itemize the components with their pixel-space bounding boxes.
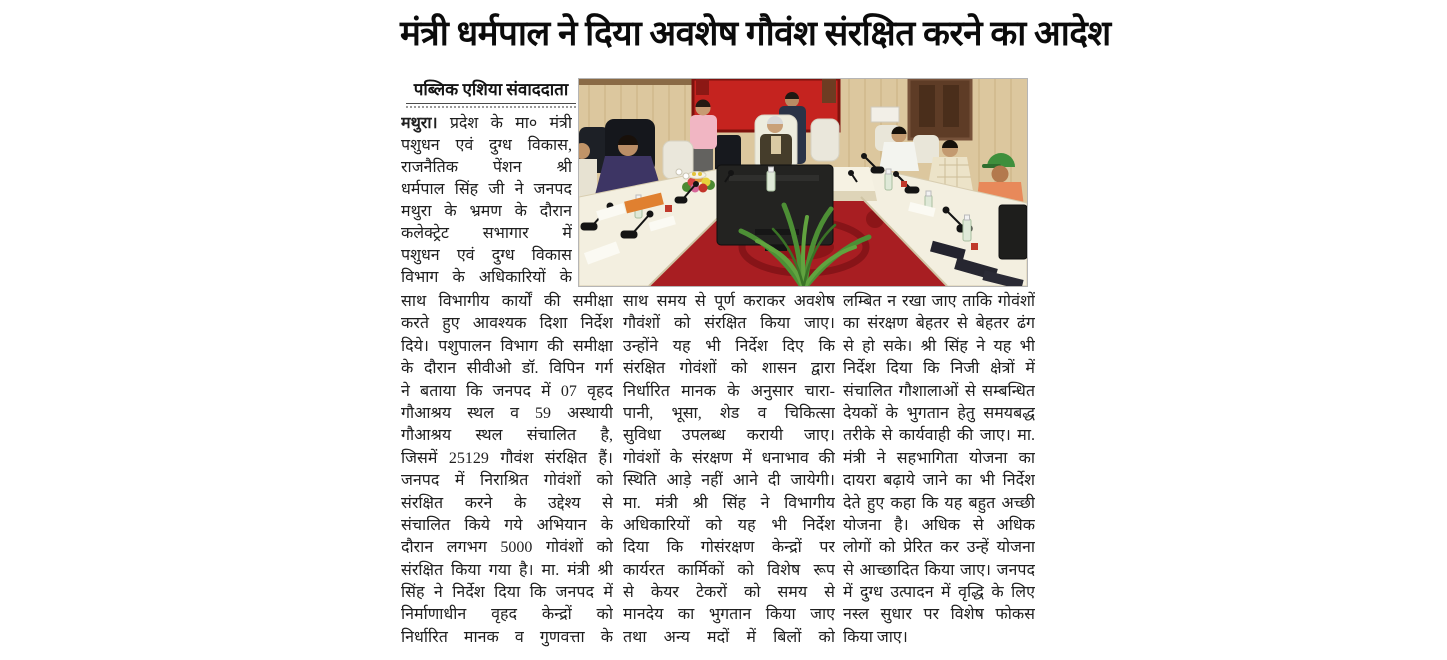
- text-line: के दौरान सीवीओ डॉ. विपिन गर्ग: [401, 360, 613, 378]
- minister-figure: [755, 115, 797, 171]
- text-line: गोवंशों के संरक्षण में धनाभाव की: [623, 449, 835, 467]
- text-line: तरीके से कार्यवाही की जाए। मा.: [843, 427, 1035, 445]
- text-line: निर्धारित मानक के अनुसार चारा-: [623, 382, 835, 400]
- text-line: विभाग के अधिकारियों के: [401, 269, 572, 286]
- text-line: का संरक्षण बेहतर से बेहतर ढंग: [843, 315, 1035, 333]
- byline: [406, 77, 576, 108]
- text-line: पानी, भूसा, शेड व चिकित्सा: [623, 404, 835, 422]
- text-line: संचालित गौशालाओं से सम्बन्धित: [843, 382, 1035, 400]
- byline-text: पब्लिक एशिया संवाददाता: [406, 77, 576, 104]
- text-line: ने बताया कि जनपद में 07 वृहद: [401, 382, 613, 400]
- text-line: पशुधन एवं दुग्ध विकास,: [401, 137, 572, 154]
- meeting-photo: [578, 78, 1028, 287]
- text-line: देते हुए कहा कि यह बहुत अच्छी: [843, 494, 1035, 512]
- text-line: मथुरा के भ्रमण के दौरान: [401, 203, 572, 220]
- text-line: स्थिति आड़े नहीं आने दी जायेगी।: [623, 472, 835, 490]
- byline-divider: [406, 106, 576, 108]
- text-line: दौरान लगभग 5000 गोवंशों को: [401, 539, 613, 557]
- text-line: दिया कि गोसंरक्षण केन्द्रों पर: [623, 539, 835, 557]
- article-column-2: [623, 291, 835, 649]
- text-line: किया जाए।: [843, 628, 908, 646]
- text-line: लम्बित न रखा जाए ताकि गोवंशों: [843, 293, 1035, 310]
- text-line: धर्मपाल सिंह जी ने जनपद: [401, 181, 572, 198]
- text-line: निर्धारित मानक व गुणवत्ता के: [401, 628, 613, 646]
- headline: मंत्री धर्मपाल ने दिया अवशेष गौवंश संरक्षित करने का आदेश: [400, 14, 1111, 53]
- meeting-photo-illustration: [579, 79, 1027, 286]
- text-line: मा. मंत्री श्री सिंह ने विभागीय: [623, 494, 835, 512]
- text-line: योजना है। अधिक से अधिक: [843, 516, 1035, 534]
- text-line: उन्होंने यह भी निर्देश दिए कि: [623, 337, 835, 355]
- text-line: संचालित किये गये अभियान के: [401, 516, 613, 534]
- text-line: साथ विभागीय कार्यों की समीक्षा: [401, 293, 613, 310]
- text-line: दायरा बढ़ाये जाने का भी निर्देश: [843, 472, 1035, 490]
- text-line: गौआश्रय स्थल संचालित है,: [401, 427, 613, 445]
- dateline-location: मथुरा।: [401, 115, 438, 132]
- article-column-1-top: [401, 113, 572, 289]
- wall-switchboard: [871, 107, 899, 122]
- side-monitor-back: [999, 205, 1027, 259]
- text-line: मंत्री ने सहभागिता योजना का: [843, 449, 1035, 467]
- article-column-3: [843, 291, 1035, 649]
- text-line: नस्ल सुधार पर विशेष फोकस: [843, 606, 1035, 624]
- text-line: जिसमें 25129 गौवंश संरक्षित हैं।: [401, 449, 613, 467]
- text-line: करते हुए आवश्यक दिशा निर्देश: [401, 315, 613, 333]
- door: [909, 79, 971, 139]
- text-line: अधिकारियों को यह भी निर्देश: [623, 516, 835, 534]
- text-line: कार्यरत कार्मिकों को विशेष रूप: [623, 561, 835, 579]
- text-line: संरक्षित गोवंशों को शासन द्वारा: [623, 360, 835, 378]
- article-column-1-bottom: [401, 291, 613, 649]
- text-line: दिये। पशुपालन विभाग की समीक्षा: [401, 337, 613, 355]
- text-line: सिंह ने निर्देश दिया कि जनपद में: [401, 584, 613, 602]
- text-line: में दुग्ध उत्पादन में वृद्धि के लिए: [843, 584, 1035, 602]
- text-line: संरक्षित किया गया है। मा. मंत्री श्री: [401, 561, 613, 579]
- text-line: देयकों के भुगतान हेतु समयबद्ध: [843, 404, 1035, 422]
- text-line: सुविधा उपलब्ध करायी जाए।: [623, 427, 835, 445]
- text-line: निर्माणाधीन वृहद केन्द्रों को: [401, 606, 613, 624]
- text-line: लोगों को प्रेरित कर उन्हें योजना: [843, 539, 1035, 557]
- lead-line: [401, 113, 572, 135]
- text-line: कलेक्ट्रेट सभागार में: [401, 225, 572, 242]
- text-line: गौवंशों को संरक्षित किया जाए।: [623, 315, 835, 333]
- text-line: तथा अन्य मदों में बिलों को: [623, 628, 835, 646]
- text-line: संरक्षित करने के उद्देश्य से: [401, 494, 613, 512]
- text-line: से हो सके। श्री सिंह ने यह भी: [843, 337, 1035, 355]
- text-line: मानदेय का भुगतान किया जाए: [623, 606, 835, 624]
- text-line: से केयर टेकरों को समय से: [623, 584, 835, 602]
- text-line: साथ समय से पूर्ण कराकर अवशेष: [623, 293, 835, 310]
- text-line: गौआश्रय स्थल व 59 अस्थायी: [401, 404, 613, 422]
- lead-text: प्रदेश के मा० मंत्री: [449, 115, 572, 132]
- text-line: पशुधन एवं दुग्ध विकास: [401, 247, 572, 264]
- text-line: राजनैतिक पेंशन श्री: [401, 159, 572, 176]
- text-line: से आच्छादित किया जाए। जनपद: [843, 561, 1035, 579]
- text-line: जनपद में निराश्रित गोवंशों को: [401, 472, 613, 490]
- text-line: निर्देश दिया कि निजी क्षेत्रों में: [843, 360, 1035, 378]
